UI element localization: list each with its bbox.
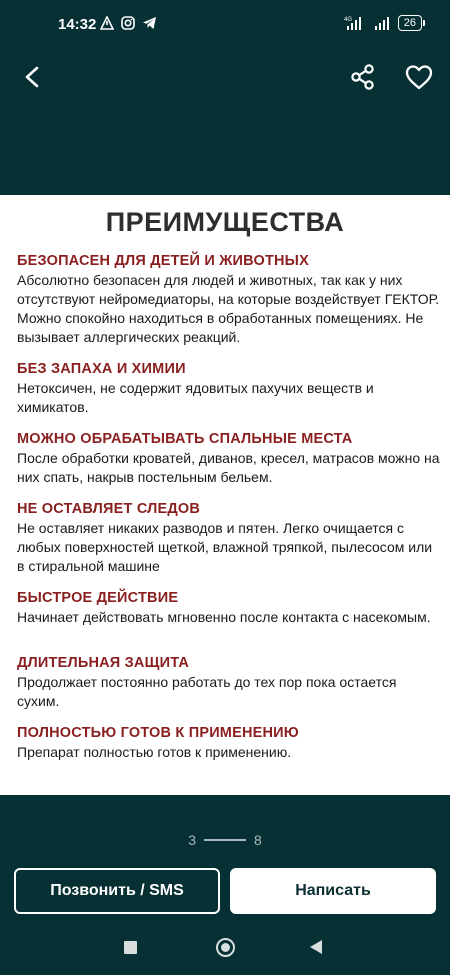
- back-button[interactable]: [16, 60, 50, 94]
- status-time: 14:32: [58, 16, 97, 33]
- benefit-item: [17, 500, 442, 576]
- signal-icon: [344, 15, 366, 31]
- benefit-text: Нетоксичен, не содержит ядовитых пахучих веществ и химикатов.: [17, 380, 374, 415]
- call-sms-button[interactable]: Позвонить / SMS: [14, 868, 220, 914]
- heart-icon: [402, 60, 436, 94]
- benefit-item: [17, 360, 442, 417]
- system-nav-bar: [0, 928, 450, 975]
- favorite-button[interactable]: [402, 60, 436, 94]
- share-button[interactable]: [346, 60, 380, 94]
- status-bar: [0, 0, 450, 50]
- benefit-item: [17, 430, 442, 487]
- benefit-text: Продолжает постоянно работать до тех пор пока остается сухим.: [17, 674, 397, 709]
- product-image[interactable]: [0, 195, 450, 795]
- status-notification-icons: [100, 16, 157, 30]
- pager-total: 8: [254, 832, 262, 848]
- back-arrow-icon: [16, 60, 50, 94]
- benefit-text: Препарат полностью готов к применению.: [17, 744, 292, 760]
- benefit-item: [17, 589, 442, 627]
- pager-current: 3: [188, 832, 196, 848]
- status-system-icons: [344, 15, 422, 31]
- image-title: ПРЕИМУЩЕСТВА: [105, 207, 345, 237]
- image-pager: [0, 830, 450, 850]
- recents-icon[interactable]: [124, 941, 137, 954]
- benefits-list: [17, 252, 442, 775]
- share-icon: [346, 60, 380, 94]
- benefit-text: Начинает действовать мгновенно после контакта с насекомым.: [17, 609, 431, 625]
- network-type: 4G: [343, 17, 352, 23]
- battery-icon: 26: [398, 15, 422, 31]
- benefit-heading: НЕ ОСТАВЛЯЕТ СЛЕДОВ: [17, 501, 201, 517]
- wifi-signal-icon: [374, 15, 390, 31]
- benefit-heading: БЕЗОПАСЕН ДЛЯ ДЕТЕЙ И ЖИВОТНЫХ: [17, 253, 309, 269]
- pager-divider: [204, 839, 246, 841]
- warning-triangle-icon: [100, 16, 114, 30]
- benefit-text: После обработки кроватей, диванов, кресел, матрасов можно на них спать, накрыв постельным бельем.: [17, 450, 440, 485]
- benefit-item: [17, 724, 442, 762]
- benefit-heading: ДЛИТЕЛЬНАЯ ЗАЩИТА: [17, 655, 190, 671]
- instagram-icon: [121, 16, 135, 30]
- home-icon[interactable]: [216, 938, 235, 957]
- benefit-heading: БЕЗ ЗАПАХА И ХИМИИ: [17, 361, 186, 377]
- benefit-heading: БЫСТРОЕ ДЕЙСТВИЕ: [17, 590, 179, 606]
- benefit-text: Не оставляет никаких разводов и пятен. Легко очищается с любых поверхностей щеткой, влажной тряпкой, пылесосом или в стиральной машине: [17, 520, 433, 574]
- write-message-button[interactable]: Написать: [230, 868, 436, 914]
- benefit-heading: МОЖНО ОБРАБАТЫВАТЬ СПАЛЬНЫЕ МЕСТА: [17, 431, 353, 447]
- system-back-icon[interactable]: [310, 940, 322, 954]
- benefit-item: [17, 252, 442, 347]
- benefit-item: [17, 654, 442, 711]
- benefit-heading: ПОЛНОСТЬЮ ГОТОВ К ПРИМЕНЕНИЮ: [17, 725, 299, 741]
- benefit-text: Абсолютно безопасен для людей и животных, так как у них отсутствуют нейромедиаторы, на которые воздействует ГЕКТОР. Можно спокойно находиться в обработанных помещениях. Не вызывает аллергических реакций.: [17, 272, 440, 345]
- app-bar: [0, 52, 450, 102]
- telegram-icon: [142, 16, 157, 30]
